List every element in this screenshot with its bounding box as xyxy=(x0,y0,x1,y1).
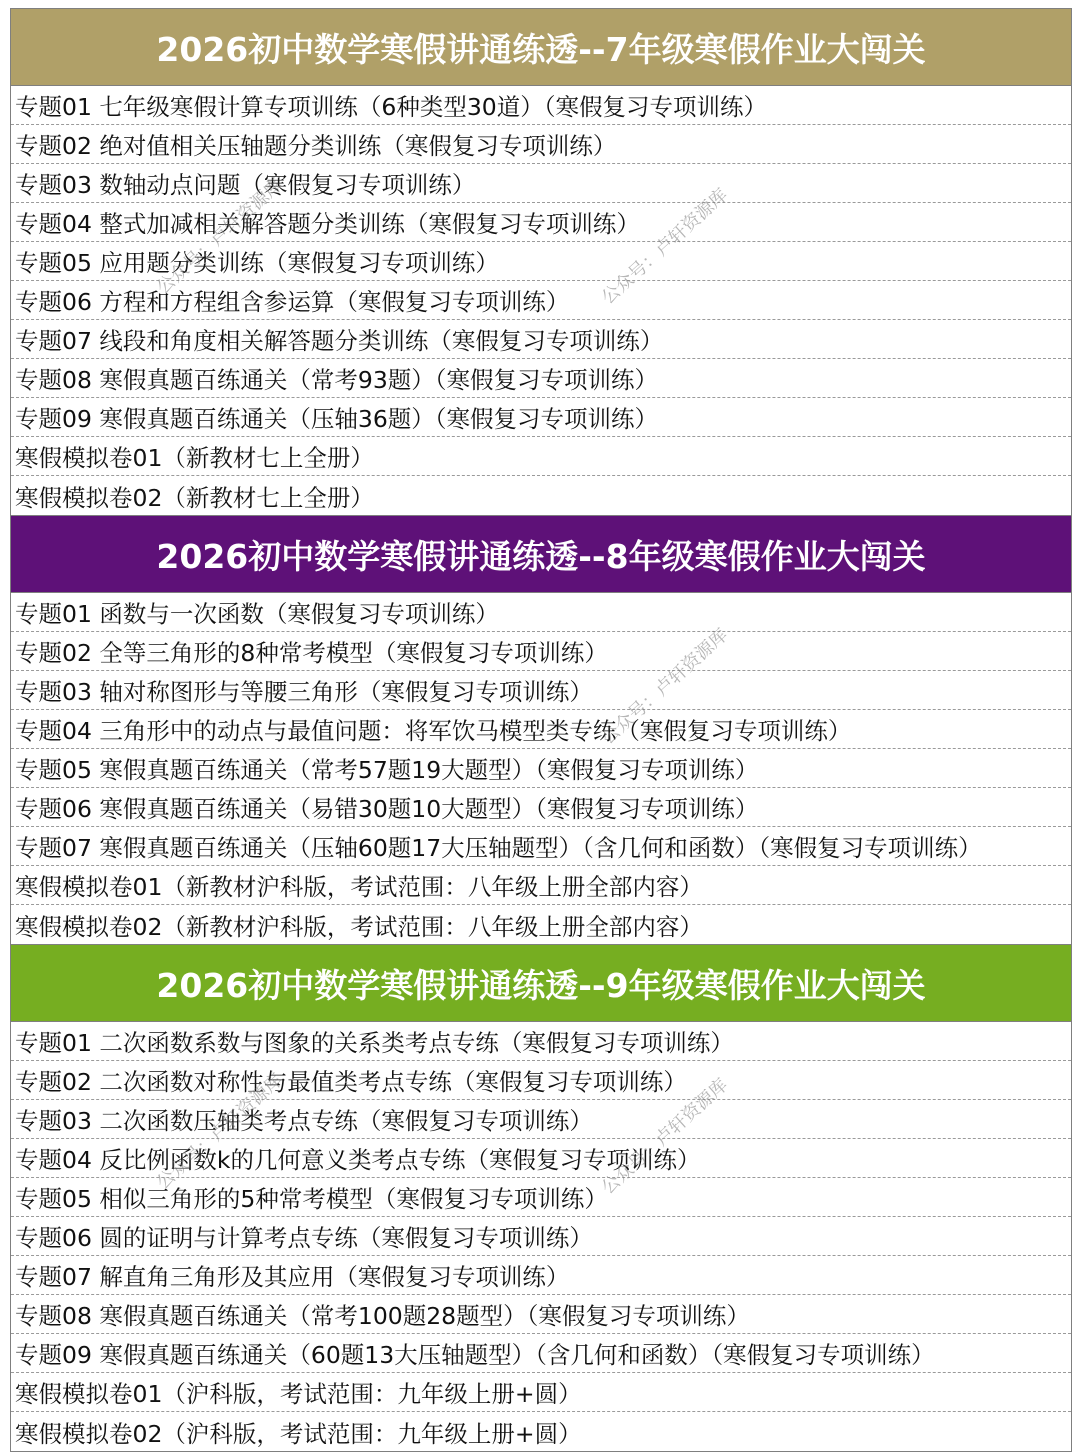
grade7-list xyxy=(11,86,1071,515)
list-item: 专题01 七年级寒假计算专项训练（6种类型30道）（寒假复习专项训练） xyxy=(11,86,1071,125)
list-item: 专题04 整式加减相关解答题分类训练（寒假复习专项训练） xyxy=(11,203,1071,242)
watermark-text: 公众号：卢轩资源库 xyxy=(597,624,733,749)
watermark-text: 公众号：卢轩资源库 xyxy=(152,174,288,299)
list-item: 寒假模拟卷02（新教材沪科版，考试范围：八年级上册全部内容） xyxy=(15,912,703,941)
grade7-title: 2026初中数学寒假讲通练透--7年级寒假作业大闯关 xyxy=(156,29,926,69)
grade9-header xyxy=(11,944,1071,1022)
grade8-header xyxy=(11,515,1071,593)
list-item: 专题06 寒假真题百练通关（易错30题10大题型）（寒假复习专项训练） xyxy=(11,788,1071,827)
list-item: 专题05 寒假真题百练通关（常考57题19大题型）（寒假复习专项训练） xyxy=(11,749,1071,788)
watermark-text: 公众号：卢轩资源库 xyxy=(597,184,733,309)
list-item: 专题03 二次函数压轴类考点专练（寒假复习专项训练） xyxy=(11,1100,1071,1139)
list-item: 专题06 圆的证明与计算考点专练（寒假复习专项训练） xyxy=(11,1217,1071,1256)
list-item: 寒假模拟卷01（新教材沪科版，考试范围：八年级上册全部内容） xyxy=(11,866,1071,905)
list-item: 专题03 数轴动点问题（寒假复习专项训练） xyxy=(11,164,1071,203)
list-item: 寒假模拟卷02（新教材七上全册） xyxy=(15,483,374,512)
list-item: 专题03 轴对称图形与等腰三角形（寒假复习专项训练） xyxy=(11,671,1071,710)
list-item: 专题07 线段和角度相关解答题分类训练（寒假复习专项训练） xyxy=(11,320,1071,359)
list-item: 专题01 函数与一次函数（寒假复习专项训练） xyxy=(11,593,1071,632)
grade8-title: 2026初中数学寒假讲通练透--8年级寒假作业大闯关 xyxy=(156,536,926,576)
watermark-text: 公众号：卢轩资源库 xyxy=(152,1069,288,1194)
list-item: 寒假模拟卷01（新教材七上全册） xyxy=(11,437,1071,476)
list-item: 专题02 全等三角形的8种常考模型（寒假复习专项训练） xyxy=(11,632,1071,671)
list-item: 专题02 绝对值相关压轴题分类训练（寒假复习专项训练） xyxy=(11,125,1071,164)
grade9-title: 2026初中数学寒假讲通练透--9年级寒假作业大闯关 xyxy=(156,965,926,1005)
list-item: 专题04 反比例函数k的几何意义类考点专练（寒假复习专项训练） xyxy=(11,1139,1071,1178)
list-item: 专题09 寒假真题百练通关（压轴36题）（寒假复习专项训练） xyxy=(11,398,1071,437)
list-item: 专题05 相似三角形的5种常考模型（寒假复习专项训练） xyxy=(11,1178,1071,1217)
list-item: 专题05 应用题分类训练（寒假复习专项训练） xyxy=(11,242,1071,281)
list-item: 专题01 二次函数系数与图象的关系类考点专练（寒假复习专项训练） xyxy=(11,1022,1071,1061)
list-item: 专题07 解直角三角形及其应用（寒假复习专项训练） xyxy=(11,1256,1071,1295)
homework-sheet xyxy=(10,8,1072,1452)
list-item: 专题08 寒假真题百练通关（常考100题28题型）（寒假复习专项训练） xyxy=(11,1295,1071,1334)
list-item: 寒假模拟卷01（沪科版，考试范围：九年级上册+圆） xyxy=(11,1373,1071,1412)
list-item: 专题02 二次函数对称性与最值类考点专练（寒假复习专项训练） xyxy=(11,1061,1071,1100)
list-item: 专题08 寒假真题百练通关（常考93题）（寒假复习专项训练） xyxy=(11,359,1071,398)
list-item: 专题09 寒假真题百练通关（60题13大压轴题型）（含几何和函数）（寒假复习专项训练） xyxy=(11,1334,1071,1373)
grade7-header xyxy=(11,8,1071,86)
list-item: 寒假模拟卷02（沪科版，考试范围：九年级上册+圆） xyxy=(15,1419,582,1448)
grade9-list xyxy=(11,1022,1071,1451)
watermark-text: 公众号：卢轩资源库 xyxy=(597,1074,733,1199)
list-item: 专题06 方程和方程组含参运算（寒假复习专项训练） xyxy=(11,281,1071,320)
list-item: 专题04 三角形中的动点与最值问题：将军饮马模型类专练（寒假复习专项训练） xyxy=(11,710,1071,749)
list-item: 专题07 寒假真题百练通关（压轴60题17大压轴题型）（含几何和函数）（寒假复习专项训练） xyxy=(11,827,1071,866)
grade8-list xyxy=(11,593,1071,944)
